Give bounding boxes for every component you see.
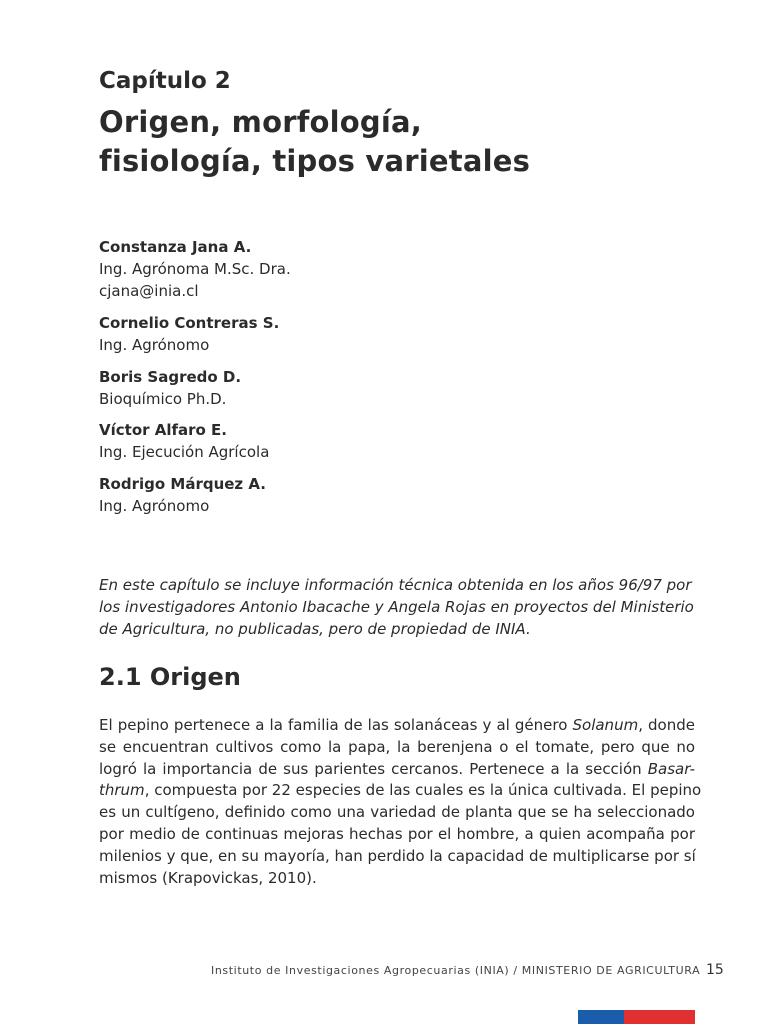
section-paragraph — [99, 715, 702, 889]
flag-blue-band — [578, 1010, 624, 1024]
author-name: Víctor Alfaro E. — [99, 421, 228, 439]
page-number: 15 — [706, 962, 724, 978]
author-block — [99, 473, 266, 517]
author-name: Boris Sagredo D. — [99, 368, 242, 386]
section-title: 2.1 Origen — [99, 663, 241, 691]
author-block — [99, 419, 269, 463]
author-title: Ing. Agrónomo — [99, 497, 210, 515]
author-title: Bioquímico Ph.D. — [99, 390, 227, 408]
paragraph-line: por medio de continuas mejoras hechas por el hombre, a quien acompaña por — [99, 824, 695, 843]
author-title: Ing. Agrónomo — [99, 336, 210, 354]
author-name: Rodrigo Márquez A. — [99, 475, 266, 493]
paragraph-line: mismos (Krapovickas, 2010). — [99, 868, 317, 887]
author-email: cjana@inia.cl — [99, 282, 199, 300]
paragraph-line: logró la importancia de sus parientes cercanos. Pertenece a la sección Basar- — [99, 759, 695, 778]
chapter-note — [99, 574, 699, 640]
note-line: En este capítulo se incluye información técnica obtenida en los años 96/97 por — [99, 576, 692, 594]
paragraph-line: thrum, compuesta por 22 especies de las cuales es la única cultivada. El pepino — [99, 781, 702, 800]
chapter-title-line: fisiología, tipos varietales — [99, 144, 531, 178]
flag-stripe — [578, 1010, 695, 1024]
note-line: los investigadores Antonio Ibacache y Angela Rojas en proyectos del Ministerio — [99, 598, 694, 616]
author-name: Constanza Jana A. — [99, 238, 252, 256]
paragraph-line: El pepino pertenece a la familia de las solanáceas y al género Solanum, donde — [99, 716, 695, 734]
chapter-label: Capítulo 2 — [99, 68, 231, 94]
author-block — [99, 312, 279, 356]
author-title: Ing. Agrónoma M.Sc. Dra. — [99, 260, 291, 278]
footer-publisher: Instituto de Investigaciones Agropecuarias (INIA) / MINISTERIO DE AGRICULTURA — [211, 964, 701, 977]
author-title: Ing. Ejecución Agrícola — [99, 443, 270, 461]
chapter-title-line: Origen, morfología, — [99, 105, 423, 139]
note-line: de Agricultura, no publicadas, pero de propiedad de INIA. — [99, 620, 531, 638]
author-block — [99, 366, 241, 410]
author-name: Cornelio Contreras S. — [99, 314, 280, 332]
paragraph-line: es un cultígeno, definido como una variedad de planta que se ha seleccionado — [99, 803, 695, 822]
flag-red-band — [624, 1010, 695, 1024]
author-block — [99, 236, 291, 302]
paragraph-line: milenios y que, en su mayoría, han perdido la capacidad de multiplicarse por sí — [99, 846, 696, 865]
paragraph-line: se encuentran cultivos como la papa, la berenjena o el tomate, pero que no — [99, 737, 695, 756]
chapter-title — [99, 103, 530, 181]
